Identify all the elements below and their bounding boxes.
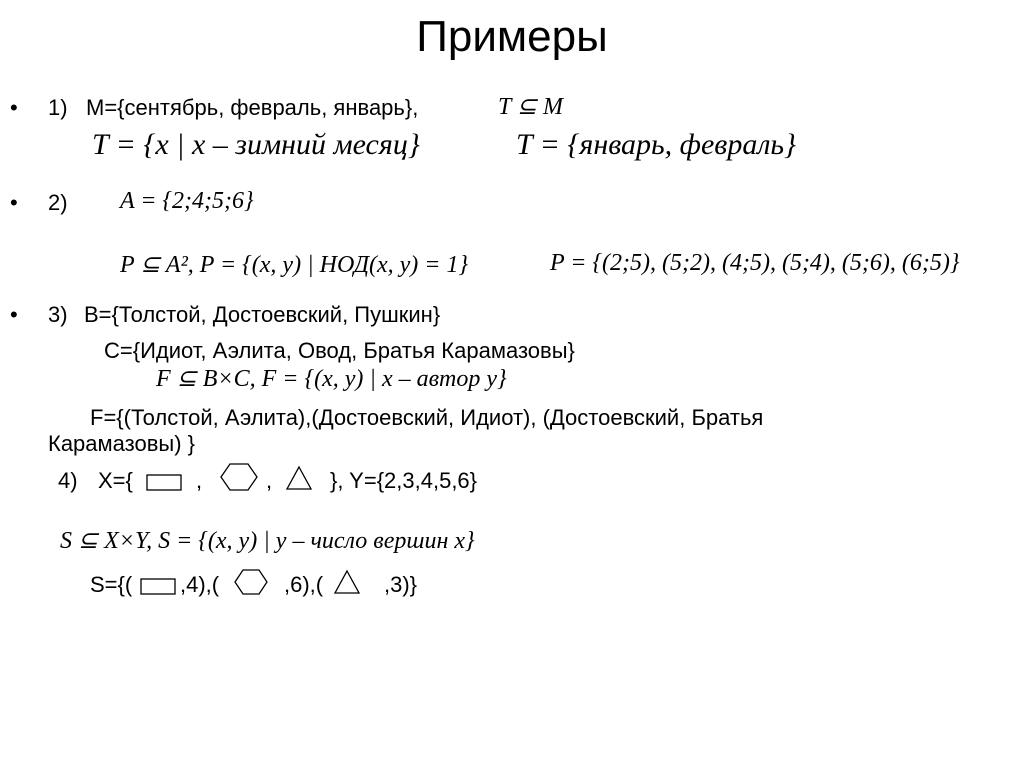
set-m: M={сентябрь, февраль, январь}, <box>86 95 419 120</box>
bullet-1: • <box>10 95 18 120</box>
bullet-3: • <box>10 302 18 327</box>
t-definition: T = {x | x – зимний месяц} <box>92 128 420 161</box>
relation-s-end: ,3)} <box>384 572 418 597</box>
relation-f-line-1: F={(Толстой, Аэлита),(Достоевский, Идиот), (Достоевский, Братья <box>90 405 764 430</box>
example-1-number: 1) <box>48 95 68 120</box>
example-2-number: 2) <box>48 190 68 215</box>
relation-s-open: S={( <box>90 572 133 597</box>
bullet-2: • <box>10 190 18 215</box>
example-4-number: 4) <box>58 468 78 493</box>
relation-p-definition: P ⊆ A², P = {(x, y) | НОД(x, y) = 1} <box>120 252 469 278</box>
slide-title: Примеры <box>416 12 608 61</box>
triangle-icon <box>286 466 312 490</box>
hexagon-icon <box>220 462 258 492</box>
relation-s-pair-1: ,4),( <box>180 572 220 597</box>
t-enumeration: T = {январь, февраль} <box>516 128 797 161</box>
triangle-icon <box>334 570 360 594</box>
set-c: C={Идиот, Аэлита, Овод, Братья Карамазовы} <box>104 338 575 363</box>
comma-1: , <box>196 468 203 493</box>
relation-s-pair-2: ,6),( <box>284 572 324 597</box>
rectangle-icon <box>140 578 176 596</box>
comma-2: , <box>266 468 273 493</box>
set-b: B={Толстой, Достоевский, Пушкин} <box>84 302 441 327</box>
set-x-open: X={ <box>98 468 133 493</box>
relation-f-definition: F ⊆ B×C, F = {(x, y) | x – автор y} <box>156 366 507 392</box>
rectangle-icon <box>146 474 182 492</box>
hexagon-icon <box>234 568 268 596</box>
relation-f-line-2: Карамазовы) } <box>48 431 195 456</box>
relation-p-enumeration: P = {(2;5), (5;2), (4;5), (5;4), (5;6), (6;5)} <box>550 250 960 276</box>
relation-t-subset-m: T ⊆ M <box>498 94 564 120</box>
example-3-number: 3) <box>48 302 68 327</box>
set-a: A = {2;4;5;6} <box>120 188 254 214</box>
set-y: }, Y={2,3,4,5,6} <box>330 468 478 493</box>
relation-s-definition: S ⊆ X×Y, S = {(x, y) | y – число вершин x} <box>60 528 475 554</box>
